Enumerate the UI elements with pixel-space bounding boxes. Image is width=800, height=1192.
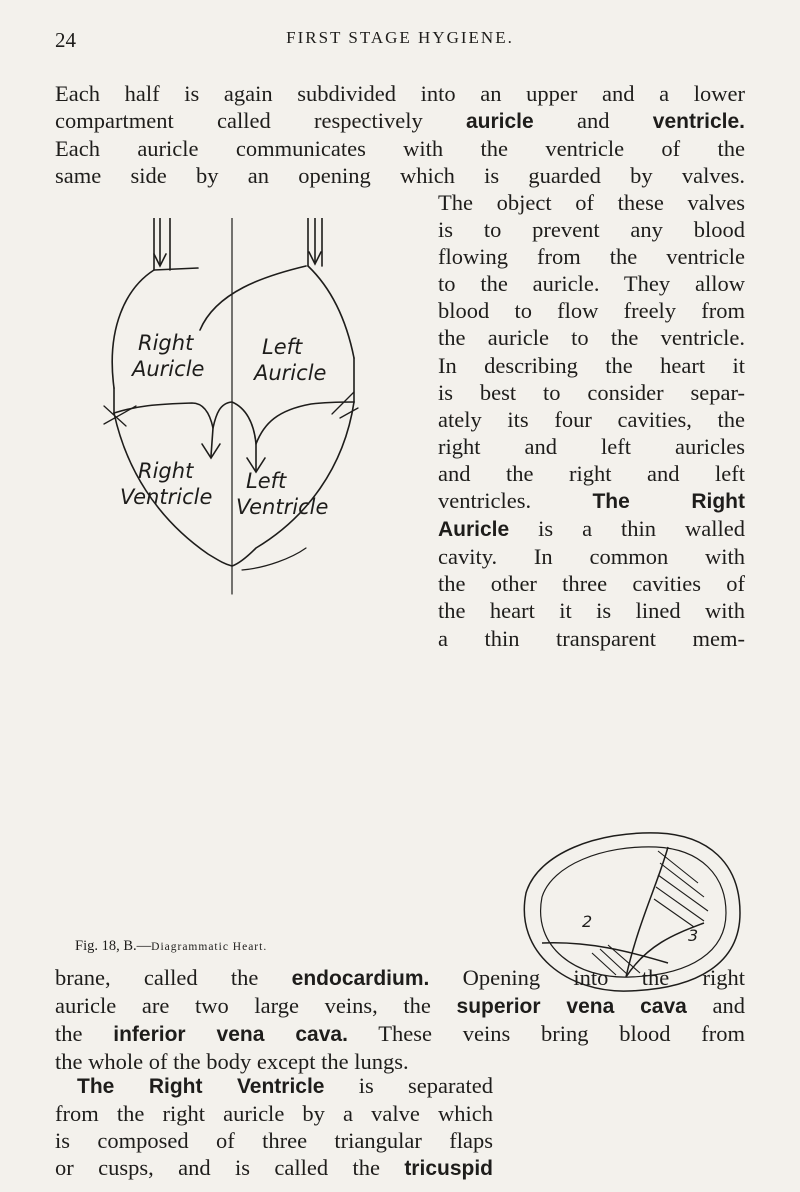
text-line: is composed of three triangular flaps xyxy=(55,1128,493,1154)
text-line: blood to flow freely from xyxy=(438,298,745,324)
text-line: ventricles. The Right xyxy=(438,488,745,514)
text-line: Auricle is a thin walled xyxy=(438,516,745,542)
text-line: same side by an opening which is guarded by valves. xyxy=(55,163,745,189)
text-line: The object of these valves xyxy=(438,190,745,215)
text-line: compartment called respectively auricle and ventricle. xyxy=(55,108,745,134)
text-line: the heart it is lined with xyxy=(438,598,745,624)
text-line: In describing the heart it xyxy=(438,352,745,378)
label-right-ventricle-1: Right xyxy=(138,459,194,483)
flap-label-3: 3 xyxy=(688,926,699,945)
diagrammatic-heart-figure xyxy=(96,218,376,598)
text-line: is to prevent any blood xyxy=(438,217,745,243)
figure-18-caption: Fig. 18, B.—Diagrammatic Heart. xyxy=(75,938,268,954)
text-line: the inferior vena cava. These veins bring blood from xyxy=(55,1021,745,1047)
label-left-ventricle-2: Ventricle xyxy=(236,495,329,519)
tricuspid-valve-figure xyxy=(508,823,748,998)
paragraph-intro xyxy=(55,80,745,189)
text-line: to the auricle. They allow xyxy=(438,271,745,297)
heart-outline-right xyxy=(308,266,354,358)
text-line: or cusps, and is called the tricuspid xyxy=(55,1155,493,1181)
paragraph-right-ventricle xyxy=(55,1072,493,1182)
text-line: the other three cavities of xyxy=(438,571,745,597)
text-line: brane, called the endocardium. Opening into the right xyxy=(55,965,745,990)
label-right-ventricle-2: Ventricle xyxy=(120,485,213,509)
flap-label-2: 2 xyxy=(582,912,593,931)
text-line: and the right and left xyxy=(438,460,745,486)
running-head: FIRST STAGE HYGIENE. xyxy=(286,28,514,47)
text-line: Each half is again subdivided into an upper and a lower xyxy=(55,81,745,106)
text-line: cavity. In common with xyxy=(438,544,745,570)
text-line: a thin transparent mem- xyxy=(438,625,745,651)
running-header xyxy=(55,28,745,54)
text-line: the auricle to the ventricle. xyxy=(438,325,745,351)
text-line: Each auricle communicates with the ventricle of the xyxy=(55,136,745,162)
page-number: 24 xyxy=(55,28,76,52)
label-left-auricle-2: Auricle xyxy=(254,361,327,385)
text-line: The Right Ventricle is separated xyxy=(77,1073,493,1098)
text-line: is best to consider separ- xyxy=(438,379,745,405)
text-line: ately its four cavities, the xyxy=(438,406,745,432)
paragraph-valves-column xyxy=(438,189,745,652)
text-line: right and left auricles xyxy=(438,433,745,459)
text-line: the whole of the body except the lungs. xyxy=(55,1049,409,1075)
label-left-ventricle-1: Left xyxy=(246,469,287,493)
text-line: auricle are two large veins, the superior vena cava and xyxy=(55,993,745,1019)
text-line: flowing from the ventricle xyxy=(438,244,745,270)
text-line: from the right auricle by a valve which xyxy=(55,1101,493,1127)
label-right-auricle-2: Auricle xyxy=(132,357,205,381)
label-left-auricle-1: Left xyxy=(262,335,303,359)
label-right-auricle-1: Right xyxy=(138,331,194,355)
